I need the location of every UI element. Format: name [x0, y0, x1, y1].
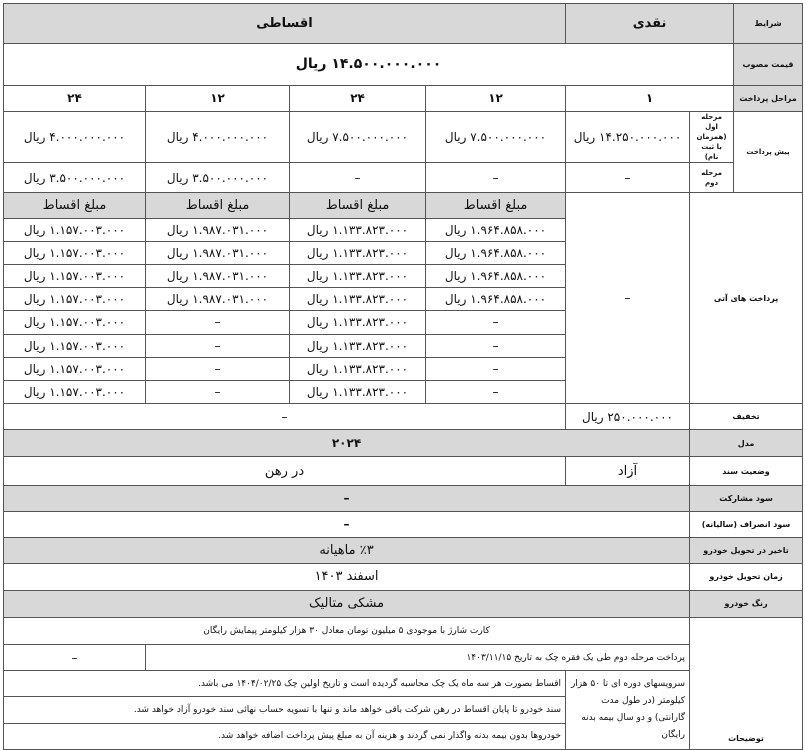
inst-b-stage2-value: –	[290, 163, 426, 193]
inst-b-row-3: ۱.۱۳۳.۸۲۳.۰۰۰ ریال	[290, 265, 426, 288]
delivery-time-value: اسفند ۱۴۰۳	[4, 564, 690, 590]
installment-header: اقساطی	[4, 4, 566, 44]
inst-c-row-8: –	[146, 380, 290, 403]
note-document-mortgage: سند خودرو تا پایان اقساط در رهن شرکت باقی خواهد ماند و تنها با تسویه حساب نهائی سند خودرو آزاد خواهد شد.	[4, 697, 566, 723]
inst-d-row-3: ۱.۱۵۷.۰۰۳.۰۰۰ ریال	[4, 265, 146, 288]
inst-c-row-3: ۱.۹۸۷.۰۳۱.۰۰۰ ریال	[146, 265, 290, 288]
inst-b-row-6: ۱.۱۳۳.۸۲۳.۰۰۰ ریال	[290, 334, 426, 357]
note-services: سرویسهای دوره ای تا ۵۰ هزار کیلومتر (در طول مدت گارانتی) و دو سال بیمه بدنه رایگان	[566, 671, 690, 750]
car-color-label: رنگ خودرو	[690, 590, 803, 617]
inst-c-row-6: –	[146, 334, 290, 357]
inst-a-installment-header: مبلغ اقساط	[426, 193, 566, 218]
inst-b-row-7: ۱.۱۳۳.۸۲۳.۰۰۰ ریال	[290, 357, 426, 380]
cancellation-profit-value: –	[4, 511, 690, 537]
stage1-label: مرحله اول (همزمان با ثبت نام)	[690, 111, 734, 162]
inst-c-row-4: ۱.۹۸۷.۰۳۱.۰۰۰ ریال	[146, 288, 290, 311]
inst-d-row-1: ۱.۱۵۷.۰۰۳.۰۰۰ ریال	[4, 218, 146, 241]
sales-conditions-table	[3, 3, 803, 750]
cash-future-value: –	[566, 193, 690, 404]
note-stage2-cash: –	[4, 644, 146, 670]
cancellation-profit-label: سود انصراف (سالیانه)	[690, 511, 803, 537]
cash-document-status: آزاد	[566, 457, 690, 485]
inst-b-stage-count: ۲۴	[290, 85, 426, 111]
inst-a-row-5: –	[426, 311, 566, 334]
inst-d-row-4: ۱.۱۵۷.۰۰۳.۰۰۰ ریال	[4, 288, 146, 311]
inst-c-stage1-value: ۴.۰۰۰.۰۰۰.۰۰۰ ریال	[146, 111, 290, 162]
cash-header: نقدی	[566, 4, 734, 44]
installment-discount-value: –	[4, 404, 566, 430]
inst-d-installment-header: مبلغ اقساط	[4, 193, 146, 218]
inst-a-row-8: –	[426, 380, 566, 403]
inst-b-installment-header: مبلغ اقساط	[290, 193, 426, 218]
inst-a-stage1-value: ۷.۵۰۰.۰۰۰.۰۰۰ ریال	[426, 111, 566, 162]
inst-a-stage-count: ۱۲	[426, 85, 566, 111]
inst-a-row-3: ۱.۹۶۴.۸۵۸.۰۰۰ ریال	[426, 265, 566, 288]
delivery-delay-value: ٪۳ ماهیانه	[4, 538, 690, 564]
note-installments-check: اقساط بصورت هر سه ماه یک چک محاسبه گردیده است و تاریخ اولین چک ۱۴۰۴/۰۲/۲۵ می باشد.	[4, 671, 566, 697]
inst-c-row-5: –	[146, 311, 290, 334]
car-color-value: مشکی متالیک	[4, 590, 690, 617]
delivery-time-label: زمان تحویل خودرو	[690, 564, 803, 590]
conditions-label: شرایط	[734, 4, 803, 44]
note-stage2-payment: پرداخت مرحله دوم طی یک فقره چک به تاریخ ۱۴۰۳/۱۱/۱۵	[146, 644, 690, 670]
inst-c-row-2: ۱.۹۸۷.۰۳۱.۰۰۰ ریال	[146, 241, 290, 264]
inst-d-row-5: ۱.۱۵۷.۰۰۳.۰۰۰ ریال	[4, 311, 146, 334]
cash-discount-value: ۲۵۰.۰۰۰.۰۰۰ ریال	[566, 404, 690, 430]
notes-label: توضیحات	[690, 617, 803, 749]
inst-d-stage1-value: ۴.۰۰۰.۰۰۰.۰۰۰ ریال	[4, 111, 146, 162]
inst-c-stage-count: ۱۲	[146, 85, 290, 111]
cash-stage2-value: –	[566, 163, 690, 193]
inst-d-stage-count: ۲۴	[4, 85, 146, 111]
inst-b-row-4: ۱.۱۳۳.۸۲۳.۰۰۰ ریال	[290, 288, 426, 311]
partnership-profit-label: سود مشارکت	[690, 485, 803, 511]
stage2-label: مرحله دوم	[690, 163, 734, 193]
document-status-label: وضعیت سند	[690, 457, 803, 485]
down-payment-label: پیش پرداخت	[734, 111, 803, 193]
note-insurance: خودروها بدون بیمه بدنه واگذار نمی گردند و هزینه آن به مبلغ پیش پرداخت اضافه خواهد شد.	[4, 723, 566, 749]
partnership-profit-value: –	[4, 485, 690, 511]
inst-c-installment-header: مبلغ اقساط	[146, 193, 290, 218]
future-payments-label: پرداخت های آتی	[690, 193, 803, 404]
cash-stage-count: ۱	[566, 85, 734, 111]
inst-a-row-7: –	[426, 357, 566, 380]
inst-a-row-1: ۱.۹۶۴.۸۵۸.۰۰۰ ریال	[426, 218, 566, 241]
inst-c-stage2-value: ۳.۵۰۰.۰۰۰.۰۰۰ ریال	[146, 163, 290, 193]
inst-d-row-7: ۱.۱۵۷.۰۰۳.۰۰۰ ریال	[4, 357, 146, 380]
inst-d-row-8: ۱.۱۵۷.۰۰۳.۰۰۰ ریال	[4, 380, 146, 403]
payment-stages-label: مراحل پرداخت	[734, 85, 803, 111]
approved-price-label: قیمت مصوب	[734, 44, 803, 85]
model-label: مدل	[690, 430, 803, 457]
inst-d-row-2: ۱.۱۵۷.۰۰۳.۰۰۰ ریال	[4, 241, 146, 264]
inst-c-row-7: –	[146, 357, 290, 380]
inst-b-row-8: ۱.۱۳۳.۸۲۳.۰۰۰ ریال	[290, 380, 426, 403]
model-value: ۲۰۲۴	[4, 430, 690, 457]
cash-stage1-value: ۱۴.۲۵۰.۰۰۰.۰۰۰ ریال	[566, 111, 690, 162]
inst-a-stage2-value: –	[426, 163, 566, 193]
approved-price-value: ۱۴.۵۰۰.۰۰۰.۰۰۰ ریال	[4, 44, 734, 85]
inst-a-row-2: ۱.۹۶۴.۸۵۸.۰۰۰ ریال	[426, 241, 566, 264]
inst-b-row-5: ۱.۱۳۳.۸۲۳.۰۰۰ ریال	[290, 311, 426, 334]
inst-b-stage1-value: ۷.۵۰۰.۰۰۰.۰۰۰ ریال	[290, 111, 426, 162]
inst-a-row-6: –	[426, 334, 566, 357]
inst-a-row-4: ۱.۹۶۴.۸۵۸.۰۰۰ ریال	[426, 288, 566, 311]
inst-b-row-2: ۱.۱۳۳.۸۲۳.۰۰۰ ریال	[290, 241, 426, 264]
inst-c-row-1: ۱.۹۸۷.۰۳۱.۰۰۰ ریال	[146, 218, 290, 241]
inst-b-row-1: ۱.۱۳۳.۸۲۳.۰۰۰ ریال	[290, 218, 426, 241]
delivery-delay-label: تاخیر در تحویل خودرو	[690, 538, 803, 564]
installment-document-status: در رهن	[4, 457, 566, 485]
note-charge-card: کارت شارژ با موجودی ۵ میلیون تومان معادل ۳۰ هزار کیلومتر پیمایش رایگان	[4, 617, 690, 644]
inst-d-stage2-value: ۳.۵۰۰.۰۰۰.۰۰۰ ریال	[4, 163, 146, 193]
discount-label: تخفیف	[690, 404, 803, 430]
inst-d-row-6: ۱.۱۵۷.۰۰۳.۰۰۰ ریال	[4, 334, 146, 357]
